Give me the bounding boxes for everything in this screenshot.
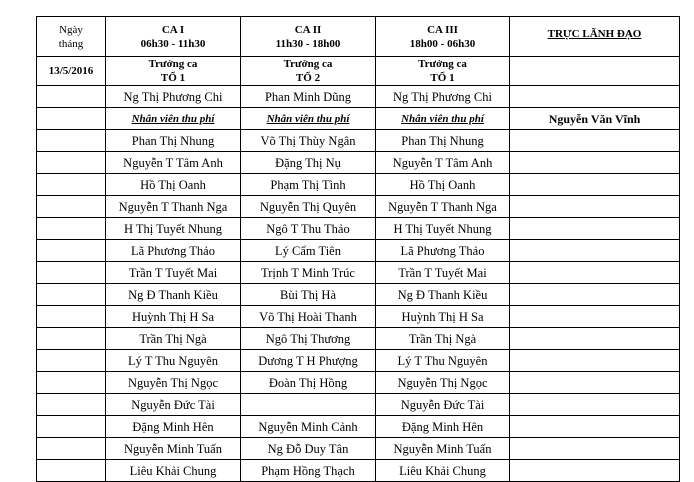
team-head-team: TỔ 1 [430,72,455,84]
staff-name-shift-2: Lý Cẩm Tiên [241,240,376,262]
empty-cell [37,262,106,284]
staff-row [37,416,680,438]
staff-name-shift-3: Huỳnh Thị H Sa [376,306,510,328]
staff-row [37,130,680,152]
leader-empty-cell [510,284,680,306]
staff-name-shift-2: Đặng Thị Nụ [241,152,376,174]
staff-row [37,306,680,328]
date-header-line2: tháng [58,37,84,50]
staff-name-shift-1: Nguyễn T Thanh Nga [106,196,241,218]
leader-empty-cell [510,57,680,86]
duty-roster-table [36,16,680,482]
staff-name-shift-2: Ng Đỗ Duy Tân [241,438,376,460]
shift-2-header [241,17,376,57]
empty-cell [37,174,106,196]
staff-name-shift-3: Liêu Khải Chung [376,460,510,482]
staff-row [37,218,680,240]
staff-row [37,438,680,460]
shift-1-time: 06h30 - 11h30 [140,37,206,50]
shift-leader-row [37,86,680,108]
staff-name-shift-2: Nguyễn Minh Cảnh [241,416,376,438]
empty-cell [37,416,106,438]
empty-cell [37,460,106,482]
team-head-row [37,57,680,86]
team-head-team: TỔ 1 [160,72,186,84]
team-head-shift-1 [106,57,241,86]
staff-row [37,240,680,262]
team-head-role: Trưởng ca [148,58,198,70]
leader-empty-cell [510,306,680,328]
empty-cell [37,240,106,262]
staff-name-shift-3: Nguyễn Minh Tuấn [376,438,510,460]
staff-name-shift-2: Võ Thị Hoài Thanh [241,306,376,328]
empty-cell [37,350,106,372]
staff-name-shift-1: Đặng Minh Hên [106,416,241,438]
shift-2-name: CA II [294,23,322,36]
staff-name-shift-1: Lý T Thu Nguyên [106,350,241,372]
staff-name-shift-2 [241,394,376,416]
staff-name-shift-3: Nguyễn Đức Tài [376,394,510,416]
shift-leader-2: Phan Minh Dũng [241,86,376,108]
staff-name-shift-1: Phan Thị Nhung [106,130,241,152]
staff-heading-shift-3: Nhân viên thu phí [376,108,510,130]
staff-name-shift-1: Nguyễn Minh Tuấn [106,438,241,460]
empty-cell [37,152,106,174]
shift-3-header [376,17,510,57]
date-column-header [37,17,106,57]
empty-cell [37,86,106,108]
empty-cell [37,108,106,130]
staff-row [37,152,680,174]
team-head-role: Trưởng ca [418,58,467,70]
team-head-shift-3 [376,57,510,86]
leader-empty-cell [510,130,680,152]
staff-name-shift-3: Nguyễn T Tâm Anh [376,152,510,174]
staff-name-shift-3: Lý T Thu Nguyên [376,350,510,372]
staff-name-shift-2: Trịnh T Minh Trúc [241,262,376,284]
staff-heading-shift-2: Nhân viên thu phí [241,108,376,130]
empty-cell [37,438,106,460]
staff-name-shift-1: Trần Thị Ngà [106,328,241,350]
staff-name-shift-1: Hồ Thị Oanh [106,174,241,196]
staff-name-shift-2: Nguyễn Thị Quyên [241,196,376,218]
date-cell: 13/5/2016 [37,57,106,86]
leader-empty-cell [510,152,680,174]
empty-cell [37,306,106,328]
staff-name-shift-3: Nguyễn Thị Ngọc [376,372,510,394]
staff-name-shift-1: Trần T Tuyết Mai [106,262,241,284]
date-header-line1: Ngày [59,23,83,36]
staff-name-shift-3: Hồ Thị Oanh [376,174,510,196]
empty-cell [37,394,106,416]
staff-name-shift-2: Đoàn Thị Hồng [241,372,376,394]
shift-1-header [106,17,241,57]
empty-cell [37,372,106,394]
staff-name-shift-1: Nguyễn Đức Tài [106,394,241,416]
staff-name-shift-1: H Thị Tuyết Nhung [106,218,241,240]
leader-on-duty: Nguyễn Văn Vĩnh [510,108,680,130]
team-head-shift-2 [241,57,376,86]
team-head-team: TỔ 2 [295,72,321,84]
header-row [37,17,680,57]
staff-name-shift-1: Nguyễn T Tâm Anh [106,152,241,174]
empty-cell [37,196,106,218]
staff-row [37,460,680,482]
staff-row [37,196,680,218]
staff-name-shift-1: Liêu Khải Chung [106,460,241,482]
staff-name-shift-3: Phan Thị Nhung [376,130,510,152]
staff-name-shift-3: Lã Phương Thảo [376,240,510,262]
shift-2-time: 11h30 - 18h00 [275,37,341,50]
leader-empty-cell [510,416,680,438]
empty-cell [37,328,106,350]
staff-row [37,328,680,350]
shift-leader-1: Ng Thị Phương Chi [106,86,241,108]
leader-empty-cell [510,196,680,218]
leader-empty-cell [510,240,680,262]
staff-heading-row [37,108,680,130]
shift-3-name: CA III [427,23,458,36]
staff-heading-shift-1: Nhân viên thu phí [106,108,241,130]
leader-empty-cell [510,372,680,394]
staff-name-shift-3: Ng Đ Thanh Kiều [376,284,510,306]
staff-name-shift-2: Ngô T Thu Thảo [241,218,376,240]
staff-row [37,262,680,284]
staff-name-shift-1: Lã Phương Thảo [106,240,241,262]
staff-name-shift-3: Trần Thị Ngà [376,328,510,350]
team-head-role: Trưởng ca [283,58,333,70]
staff-name-shift-2: Phạm Thị Tình [241,174,376,196]
leader-empty-cell [510,174,680,196]
shift-3-time: 18h00 - 06h30 [409,37,476,50]
staff-name-shift-2: Dương T H Phượng [241,350,376,372]
staff-row [37,394,680,416]
leader-column-header: TRỰC LÃNH ĐẠO [510,17,680,57]
leader-empty-cell [510,262,680,284]
staff-name-shift-2: Võ Thị Thùy Ngân [241,130,376,152]
staff-name-shift-1: Huỳnh Thị H Sa [106,306,241,328]
staff-name-shift-1: Nguyễn Thị Ngọc [106,372,241,394]
leader-empty-cell [510,328,680,350]
leader-empty-cell [510,438,680,460]
empty-cell [37,218,106,240]
leader-empty-cell [510,394,680,416]
staff-name-shift-1: Ng Đ Thanh Kiều [106,284,241,306]
staff-row [37,284,680,306]
empty-cell [37,284,106,306]
staff-name-shift-3: H Thị Tuyết Nhung [376,218,510,240]
staff-row [37,372,680,394]
staff-rows [37,130,680,482]
leader-empty-cell [510,460,680,482]
shift-1-name: CA I [161,23,185,36]
empty-cell [37,130,106,152]
staff-name-shift-2: Bùi Thị Hà [241,284,376,306]
staff-row [37,174,680,196]
staff-name-shift-2: Phạm Hồng Thạch [241,460,376,482]
staff-name-shift-2: Ngô Thị Thương [241,328,376,350]
shift-leader-3: Ng Thị Phương Chi [376,86,510,108]
leader-empty-cell [510,218,680,240]
leader-empty-cell [510,86,680,108]
staff-row [37,350,680,372]
leader-empty-cell [510,350,680,372]
staff-name-shift-3: Trần T Tuyết Mai [376,262,510,284]
staff-name-shift-3: Đặng Minh Hên [376,416,510,438]
staff-name-shift-3: Nguyễn T Thanh Nga [376,196,510,218]
